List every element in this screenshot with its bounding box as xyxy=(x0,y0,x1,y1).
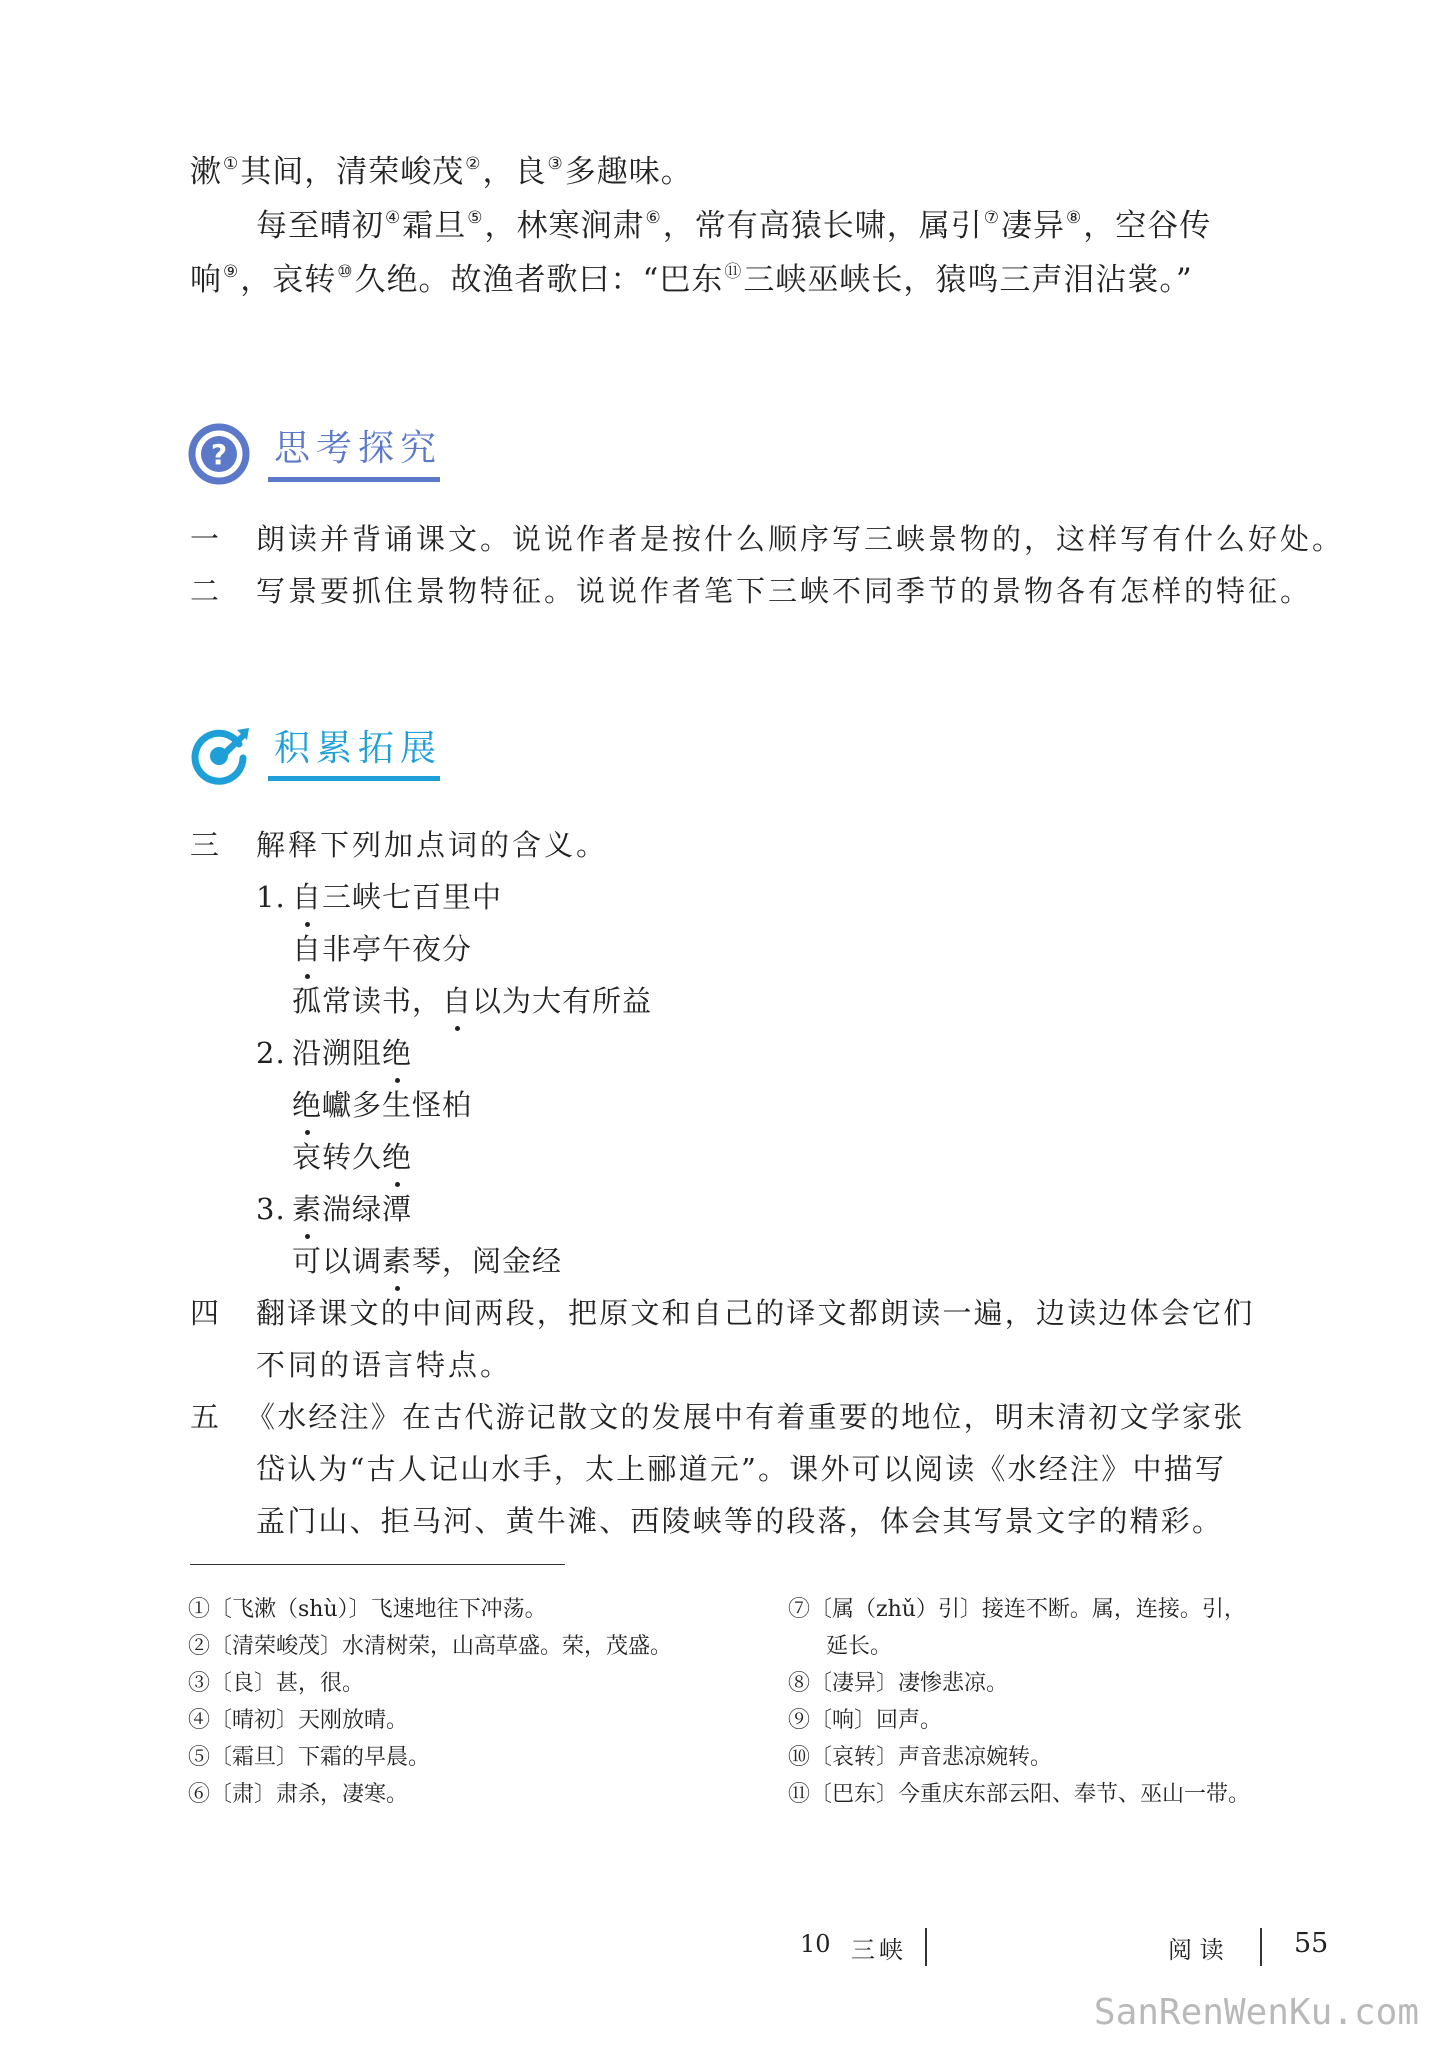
footer-divider-left xyxy=(925,1928,927,1966)
exercise-number-5: 五 xyxy=(190,1400,220,1434)
footnote-3: ③〔良〕甚，很。 xyxy=(188,1671,365,1696)
footnote-10: ⑩〔哀转〕声音悲凉婉转。 xyxy=(788,1745,1053,1770)
sub-item: 素湍绿潭 xyxy=(292,1183,412,1235)
exercise-number-4: 四 xyxy=(190,1296,220,1330)
exercise-text-2: 写景要抓住景物特征。说说作者笔下三峡不同季节的景物各有怎样的特征。 xyxy=(256,574,1313,608)
sub-item: 孤常读书，自以为大有所益 xyxy=(292,975,652,1027)
section-underline-extend xyxy=(268,776,440,781)
footnote-1: ①〔飞漱（shù）〕飞速地往下冲荡。 xyxy=(188,1597,547,1622)
exercise-text-5-line-1: 《水经注》在古代游记散文的发展中有着重要的地位，明末清初文学家张 xyxy=(246,1400,1245,1434)
unit-label: 阅 读 xyxy=(1168,1936,1224,1964)
sub-item: 自三峡七百里中 xyxy=(292,871,502,923)
lesson-number: 10 xyxy=(800,1930,831,1958)
section-title-think: 思考探究 xyxy=(274,428,443,469)
footnote-2: ②〔清荣峻茂〕水清树荣，山高草盛。荣，茂盛。 xyxy=(188,1634,673,1659)
footnote-6: ⑥〔肃〕肃杀，凄寒。 xyxy=(188,1782,409,1807)
exercise-text-4-line-2: 不同的语言特点。 xyxy=(256,1348,513,1382)
text-line-1: 漱①其间，清荣峻茂②，良③多趣味。 xyxy=(190,154,693,190)
footnote-4: ④〔晴初〕天刚放晴。 xyxy=(188,1708,409,1733)
footnote-divider xyxy=(190,1564,565,1565)
section-title-extend: 积累拓展 xyxy=(274,728,443,769)
footnote-9: ⑨〔响〕回声。 xyxy=(788,1708,943,1733)
sub-item: 自非亭午夜分 xyxy=(292,923,472,975)
footnote-7: ⑦〔属（zhǔ）引〕接连不断。属，连接。引， xyxy=(788,1597,1246,1622)
exercise-text-3: 解释下列加点词的含义。 xyxy=(256,828,609,862)
svg-text:?: ? xyxy=(210,438,228,471)
lesson-title: 三峡 xyxy=(851,1936,907,1964)
footnote-7-cont: 延长。 xyxy=(826,1634,893,1659)
exercise-text-5-line-2: 岱认为“古人记山水手，太上郦道元”。课外可以阅读《水经注》中描写 xyxy=(256,1452,1227,1486)
text-line-3: 响⑨，哀转⑩久绝。故渔者歌曰：“巴东⑪三峡巫峡长，猿鸣三声泪沾裳。” xyxy=(190,262,1193,298)
group-label-2: 2. xyxy=(256,1036,286,1070)
section-underline-think xyxy=(268,477,440,482)
sub-item: 沿溯阻绝 xyxy=(292,1027,412,1079)
exercise-text-1: 朗读并背诵课文。说说作者是按什么顺序写三峡景物的，这样写有什么好处。 xyxy=(256,522,1345,556)
footer-divider-right xyxy=(1260,1928,1262,1966)
footnote-8: ⑧〔凄异〕凄惨悲凉。 xyxy=(788,1671,1009,1696)
refresh-arrow-icon xyxy=(187,722,251,786)
exercise-number-3: 三 xyxy=(190,828,220,862)
exercise-text-5-line-3: 孟门山、拒马河、黄牛滩、西陵峡等的段落，体会其写景文字的精彩。 xyxy=(256,1504,1224,1538)
question-icon xyxy=(187,422,251,486)
exercise-number-1: 一 xyxy=(190,522,220,556)
footnote-5: ⑤〔霜旦〕下霜的早晨。 xyxy=(188,1745,431,1770)
group-label-3: 3. xyxy=(256,1192,286,1226)
watermark: SanRenWenKu.com xyxy=(1093,1992,1419,2033)
sub-item: 可以调素琴，阅金经 xyxy=(292,1235,562,1287)
exercise-text-4-line-1: 翻译课文的中间两段，把原文和自己的译文都朗读一遍，边读边体会它们 xyxy=(256,1296,1255,1330)
text-line-2: 每至晴初④霜旦⑤，林寒涧肃⑥，常有高猿长啸，属引⑦凄异⑧，空谷传 xyxy=(256,208,1212,244)
exercise-number-2: 二 xyxy=(190,574,220,608)
page-number: 55 xyxy=(1294,1928,1329,1959)
sub-item: 绝巘多生怪柏 xyxy=(292,1079,472,1131)
sub-item: 哀转久绝 xyxy=(292,1131,412,1183)
group-label-1: 1. xyxy=(256,880,286,914)
footnote-11: ⑪〔巴东〕今重庆东部云阳、奉节、巫山一带。 xyxy=(788,1782,1251,1807)
